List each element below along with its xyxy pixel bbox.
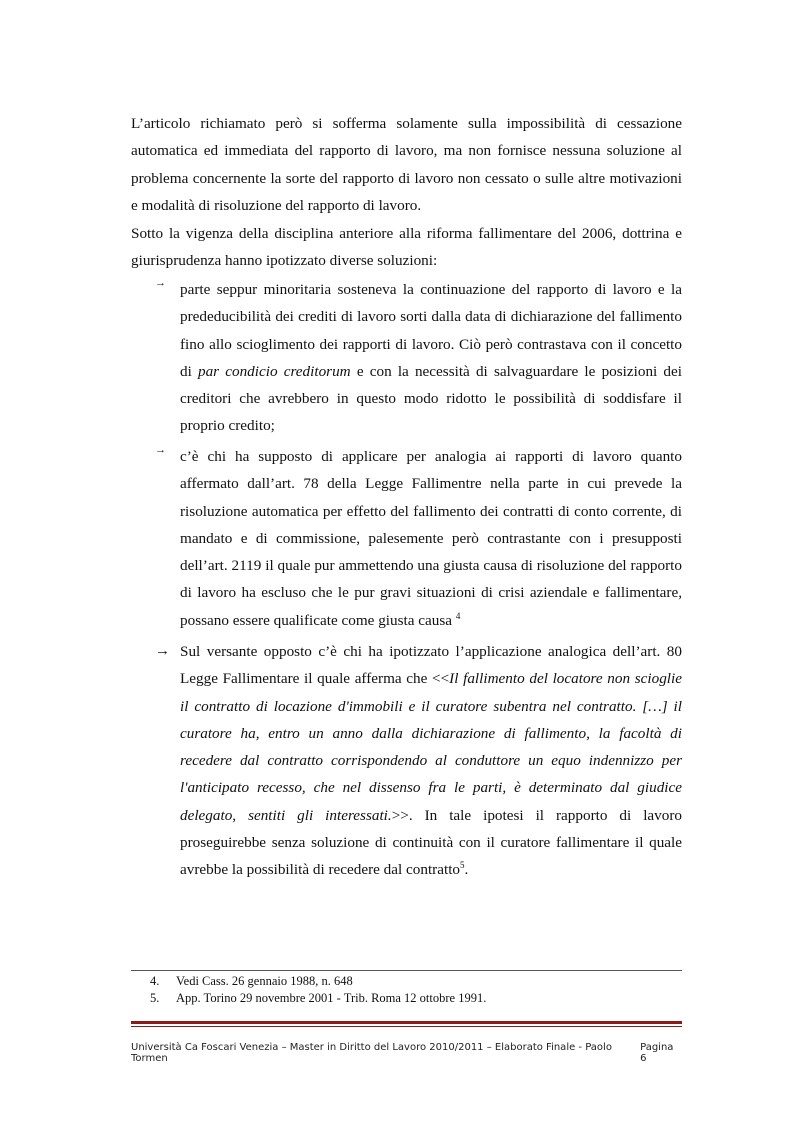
bullet-emphasis: par condicio creditorum bbox=[197, 362, 351, 380]
bullet-emphasis: Il fallimento del locatore non scioglie il contratto di locazione d'immobili e il curatore subentra nel contratto. […] il curatore ha, entro un anno dalla dichiarazione di fallimento, la facoltà di recedere dal contratto corrispondendo al conduttore un equo indennizzo per l'anticipato recesso, che nel dissenso fra le parti, è determinato dal giudice delegato, sentiti gli interessati. bbox=[180, 670, 682, 824]
footnote-number: 5. bbox=[150, 991, 160, 1005]
paragraph-1 bbox=[131, 110, 682, 219]
footnote-ref: 5 bbox=[460, 860, 465, 871]
page-footer bbox=[131, 1042, 682, 1064]
bullet-text-part: . bbox=[464, 861, 469, 879]
footnote-text: App. Torino 29 novembre 2001 - Trib. Roma 12 ottobre 1991. bbox=[176, 991, 487, 1005]
bullet-text-part: c’è chi ha supposto di applicare per analogia ai rapporti di lavoro quanto affermato dall’art. 78 della Legge Fallimentre nella parte in cui prevede la risoluzione automatica per effetto del fallimento dei contratti di conto corrente, di mandato e di commissione, palesemente però contrastante con i presupposti dell’art. 2119 il quale pur ammettendo una giusta causa di risoluzione del rapporto di lavoro ha escluso che le pur gravi situazioni di crisi aziendale e fallimentare, possano essere qualificate come giusta causa bbox=[180, 448, 682, 629]
bullet-text bbox=[180, 443, 682, 634]
footer-divider-thin bbox=[131, 1026, 682, 1027]
arrow-icon: → bbox=[155, 444, 166, 456]
bullet-item-2 bbox=[131, 443, 682, 634]
bullet-text bbox=[180, 638, 682, 884]
paragraph-2 bbox=[131, 220, 682, 275]
paragraph-text: L’articolo richiamato però si sofferma solamente sulla impossibilità di cessazione automatica ed immediata del rapporto di lavoro, ma non fornisce nessuna soluzione al problema concernente la sorte del rapporto di lavoro non cessato o sulle altre motivazioni e modalità di risoluzione del rapporto di lavoro. bbox=[131, 115, 682, 214]
arrow-icon: → bbox=[155, 643, 170, 659]
footnote bbox=[150, 990, 486, 1007]
bullet-text-part: >>. In tale ipotesi il rapporto di lavoro proseguirebbe senza soluzione di continuità con il curatore fallimentare il quale avrebbe la possibilità di recedere dal contratto bbox=[180, 806, 683, 879]
bullet-text bbox=[180, 276, 682, 440]
footer-title: Università Ca Foscari Venezia – Master in Diritto del Lavoro 2010/2011 – Elaborato Finale - Paolo Tormen bbox=[131, 1042, 612, 1064]
footnote-ref: 4 bbox=[455, 610, 461, 621]
footnote-number: 4. bbox=[150, 974, 160, 988]
bullet-text-part: Sul versante opposto c’è chi ha ipotizzato l’applicazione analogica dell’art. 80 Legge Fallimentare il quale afferma che << bbox=[180, 643, 682, 688]
bullet-item-1 bbox=[131, 276, 682, 440]
footnote bbox=[150, 973, 486, 990]
footnotes bbox=[150, 973, 486, 1007]
bullet-text-part: parte seppur minoritaria sosteneva la continuazione del rapporto di lavoro e la prededucibilità dei crediti di lavoro sorti dalla data di dichiarazione del fallimento fino allo scioglimento dei rapporti di lavoro. Ciò però contrastava con il concetto di bbox=[180, 281, 682, 380]
page-number: Pagina 6 bbox=[640, 1042, 674, 1064]
bullet-item-3 bbox=[131, 638, 682, 884]
arrow-icon: → bbox=[155, 277, 166, 289]
bullet-text-part: e con la necessità di salvaguardare le posizioni dei creditori che avrebbero in questo modo ridotto le possibilità di soddisfare il proprio credito; bbox=[180, 362, 682, 435]
paragraph-text: Sotto la vigenza della disciplina anteriore alla riforma fallimentare del 2006, dottrina e giurisprudenza hanno ipotizzato diverse soluzioni: bbox=[131, 225, 682, 270]
footnote-divider bbox=[131, 970, 682, 971]
footer-divider bbox=[131, 1021, 682, 1024]
footnote-text: Vedi Cass. 26 gennaio 1988, n. 648 bbox=[176, 974, 353, 988]
